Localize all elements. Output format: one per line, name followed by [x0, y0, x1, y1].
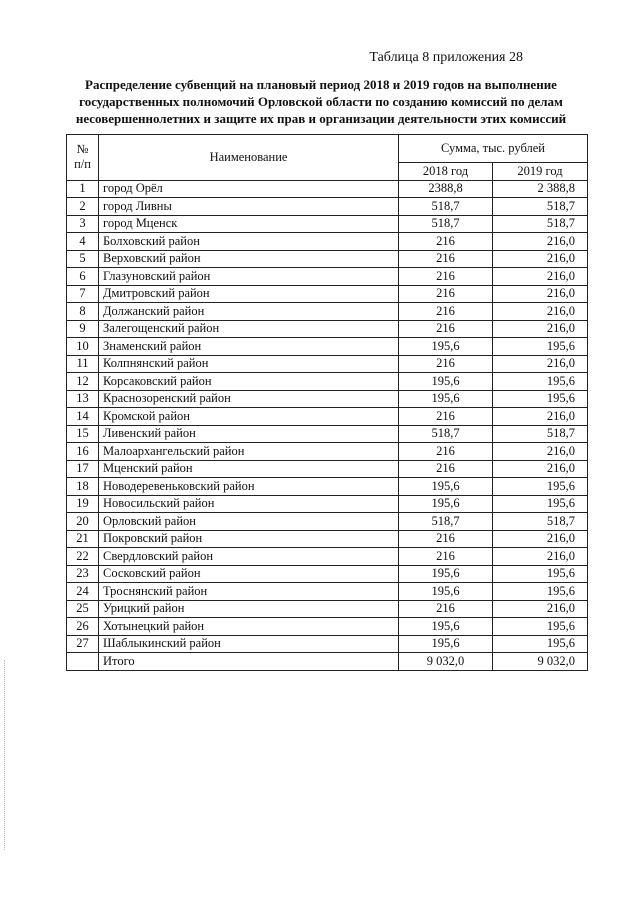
appendix-note: Таблица 8 приложения 28 — [369, 50, 523, 65]
row-value-2018: 195,6 — [399, 373, 493, 391]
header-sum: Сумма, тыс. рублей — [399, 135, 588, 163]
total-number — [67, 653, 99, 671]
row-value-2018: 216 — [399, 355, 493, 373]
table-row — [67, 390, 588, 408]
row-value-2018: 195,6 — [399, 478, 493, 496]
row-number: 1 — [67, 180, 99, 198]
row-name: Урицкий район — [99, 600, 399, 618]
row-number: 14 — [67, 408, 99, 426]
table-body — [67, 180, 588, 670]
row-name: Сосковский район — [99, 565, 399, 583]
table-row — [67, 373, 588, 391]
row-value-2019: 518,7 — [493, 513, 588, 531]
row-value-2018: 216 — [399, 320, 493, 338]
total-row — [67, 653, 588, 671]
table-row — [67, 548, 588, 566]
table-row — [67, 565, 588, 583]
row-value-2019: 195,6 — [493, 495, 588, 513]
row-value-2018: 518,7 — [399, 198, 493, 216]
row-name: Знаменский район — [99, 338, 399, 356]
row-value-2018: 216 — [399, 460, 493, 478]
row-value-2019: 195,6 — [493, 338, 588, 356]
row-value-2018: 216 — [399, 600, 493, 618]
table-row — [67, 408, 588, 426]
table-row — [67, 478, 588, 496]
row-value-2018: 195,6 — [399, 495, 493, 513]
row-value-2019: 195,6 — [493, 478, 588, 496]
row-value-2019: 216,0 — [493, 320, 588, 338]
row-number: 15 — [67, 425, 99, 443]
table-row — [67, 268, 588, 286]
row-value-2019: 216,0 — [493, 233, 588, 251]
row-name: Троснянский район — [99, 583, 399, 601]
row-value-2019: 216,0 — [493, 268, 588, 286]
row-name: Залегощенский район — [99, 320, 399, 338]
row-number: 11 — [67, 355, 99, 373]
row-name: город Мценск — [99, 215, 399, 233]
row-number: 22 — [67, 548, 99, 566]
table-row — [67, 460, 588, 478]
table-row — [67, 513, 588, 531]
row-number: 24 — [67, 583, 99, 601]
row-name: Малоархангельский район — [99, 443, 399, 461]
row-name: Дмитровский район — [99, 285, 399, 303]
subsidy-table — [66, 134, 588, 671]
row-value-2019: 216,0 — [493, 548, 588, 566]
row-value-2019: 195,6 — [493, 583, 588, 601]
row-value-2019: 195,6 — [493, 635, 588, 653]
row-value-2019: 216,0 — [493, 250, 588, 268]
row-value-2019: 216,0 — [493, 600, 588, 618]
row-value-2018: 195,6 — [399, 635, 493, 653]
table-row — [67, 635, 588, 653]
row-value-2019: 216,0 — [493, 303, 588, 321]
document-title: Распределение субвенций на плановый период 2018 и 2019 годов на выполнение государственных полномочий Орловской области по созданию комиссий по делам несовершеннолетних и защите их прав и организации деятельности этих комиссий — [75, 77, 567, 126]
row-number: 9 — [67, 320, 99, 338]
row-number: 2 — [67, 198, 99, 216]
row-number: 21 — [67, 530, 99, 548]
table-row — [67, 425, 588, 443]
header-name: Наименование — [99, 135, 399, 181]
row-number: 25 — [67, 600, 99, 618]
table-row — [67, 583, 588, 601]
row-value-2019: 216,0 — [493, 460, 588, 478]
row-number: 19 — [67, 495, 99, 513]
row-value-2018: 216 — [399, 548, 493, 566]
row-value-2018: 216 — [399, 268, 493, 286]
table-row — [67, 198, 588, 216]
row-value-2019: 216,0 — [493, 408, 588, 426]
row-value-2018: 216 — [399, 233, 493, 251]
row-number: 16 — [67, 443, 99, 461]
row-name: Свердловский район — [99, 548, 399, 566]
row-number: 23 — [67, 565, 99, 583]
row-name: город Орёл — [99, 180, 399, 198]
table-row — [67, 600, 588, 618]
row-value-2019: 518,7 — [493, 215, 588, 233]
row-number: 27 — [67, 635, 99, 653]
row-name: Глазуновский район — [99, 268, 399, 286]
row-value-2018: 518,7 — [399, 513, 493, 531]
table-row — [67, 443, 588, 461]
row-name: Кромской район — [99, 408, 399, 426]
table-row — [67, 303, 588, 321]
row-number: 8 — [67, 303, 99, 321]
row-value-2019: 518,7 — [493, 198, 588, 216]
row-value-2019: 195,6 — [493, 618, 588, 636]
row-number: 5 — [67, 250, 99, 268]
total-value-2018: 9 032,0 — [399, 653, 493, 671]
row-name: Должанский район — [99, 303, 399, 321]
row-name: Хотынецкий район — [99, 618, 399, 636]
row-name: Болховский район — [99, 233, 399, 251]
row-value-2019: 216,0 — [493, 443, 588, 461]
row-value-2019: 195,6 — [493, 565, 588, 583]
header-number: № п/п — [67, 135, 99, 181]
row-number: 13 — [67, 390, 99, 408]
row-name: Новодеревеньковский район — [99, 478, 399, 496]
table-row — [67, 250, 588, 268]
table-row — [67, 215, 588, 233]
row-name: Колпнянский район — [99, 355, 399, 373]
row-value-2018: 518,7 — [399, 215, 493, 233]
row-value-2018: 216 — [399, 408, 493, 426]
row-name: Краснозоренский район — [99, 390, 399, 408]
row-name: Корсаковский район — [99, 373, 399, 391]
table-row — [67, 320, 588, 338]
table-row — [67, 495, 588, 513]
row-value-2019: 2 388,8 — [493, 180, 588, 198]
row-name: Мценский район — [99, 460, 399, 478]
row-value-2019: 216,0 — [493, 530, 588, 548]
row-number: 6 — [67, 268, 99, 286]
row-value-2018: 195,6 — [399, 390, 493, 408]
header-2019: 2019 год — [493, 163, 588, 181]
row-number: 4 — [67, 233, 99, 251]
row-number: 12 — [67, 373, 99, 391]
table-row — [67, 180, 588, 198]
row-name: Орловский район — [99, 513, 399, 531]
row-value-2018: 216 — [399, 285, 493, 303]
row-value-2019: 518,7 — [493, 425, 588, 443]
table-row — [67, 233, 588, 251]
row-number: 20 — [67, 513, 99, 531]
row-name: Новосильский район — [99, 495, 399, 513]
row-value-2019: 216,0 — [493, 355, 588, 373]
row-value-2018: 216 — [399, 530, 493, 548]
total-label: Итого — [99, 653, 399, 671]
row-value-2019: 216,0 — [493, 285, 588, 303]
table-row — [67, 530, 588, 548]
row-value-2018: 195,6 — [399, 338, 493, 356]
table-row — [67, 618, 588, 636]
row-number: 7 — [67, 285, 99, 303]
row-name: Ливенский район — [99, 425, 399, 443]
row-name: Шаблыкинский район — [99, 635, 399, 653]
table-row — [67, 285, 588, 303]
row-number: 10 — [67, 338, 99, 356]
row-name: Верховский район — [99, 250, 399, 268]
row-value-2018: 216 — [399, 250, 493, 268]
row-value-2018: 195,6 — [399, 565, 493, 583]
row-number: 18 — [67, 478, 99, 496]
row-name: Покровский район — [99, 530, 399, 548]
row-value-2019: 195,6 — [493, 390, 588, 408]
row-value-2018: 195,6 — [399, 583, 493, 601]
row-value-2019: 195,6 — [493, 373, 588, 391]
header-2018: 2018 год — [399, 163, 493, 181]
scan-margin-mark — [4, 660, 7, 850]
row-value-2018: 518,7 — [399, 425, 493, 443]
table-row — [67, 338, 588, 356]
row-number: 3 — [67, 215, 99, 233]
row-value-2018: 216 — [399, 443, 493, 461]
row-value-2018: 216 — [399, 303, 493, 321]
row-number: 17 — [67, 460, 99, 478]
table-row — [67, 355, 588, 373]
row-name: город Ливны — [99, 198, 399, 216]
row-value-2018: 2388,8 — [399, 180, 493, 198]
row-value-2018: 195,6 — [399, 618, 493, 636]
total-value-2019: 9 032,0 — [493, 653, 588, 671]
row-number: 26 — [67, 618, 99, 636]
